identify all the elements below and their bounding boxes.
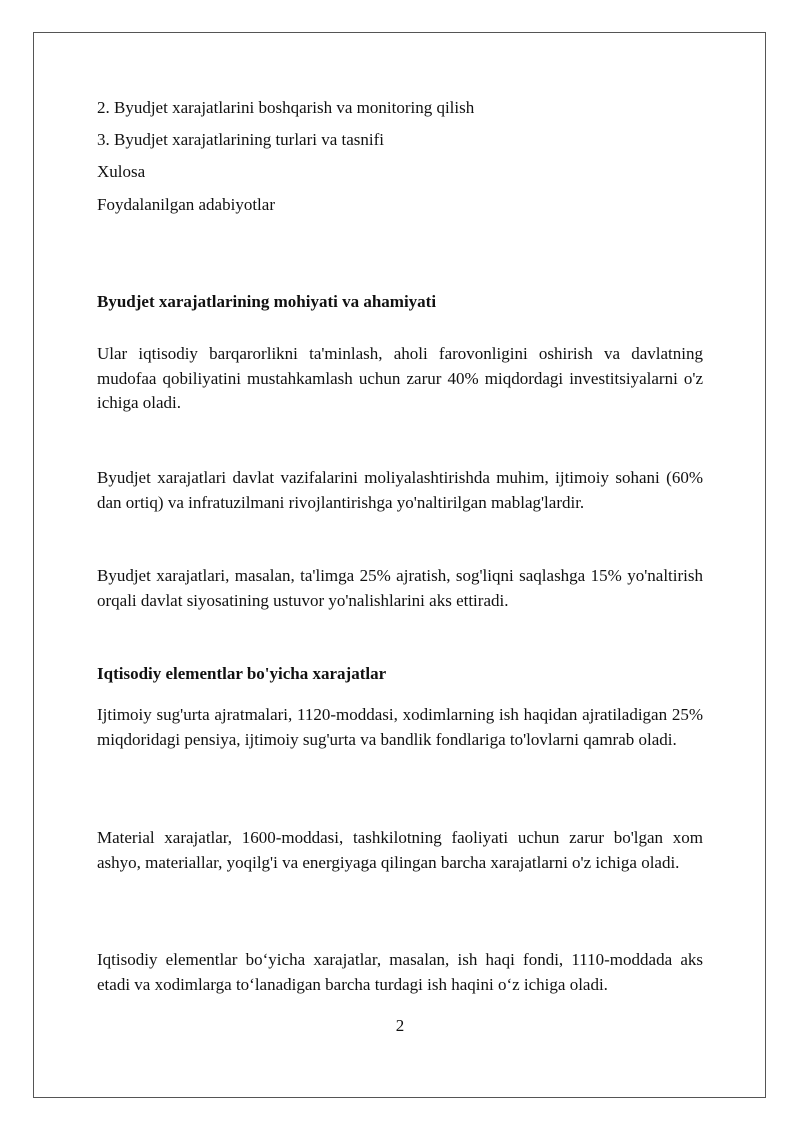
paragraph: Material xarajatlar, 1600-moddasi, tashkilotning faoliyati uchun zarur bo'lgan xom ashyo, materiallar, yoqilg'i va energiyaga qilingan barcha xarajatlarni o'z ichiga oladi.	[97, 828, 703, 872]
section-heading: Byudjet xarajatlarining mohiyati va ahamiyati	[97, 292, 437, 311]
paragraph: Byudjet xarajatlari davlat vazifalarini moliyalashtirishda muhim, ijtimoiy sohani (60% dan ortiq) va infratuzilmani rivojlantirishga yo'naltirilgan mablag'lardir.	[97, 468, 703, 512]
toc-item: Xulosa	[97, 162, 146, 181]
paragraph: Byudjet xarajatlari, masalan, ta'limga 25% ajratish, sog'liqni saqlashga 15% yo'naltirish orqali davlat siyosatining ustuvor yo'nalishlarini aks ettiradi.	[97, 566, 703, 610]
toc-item: 2. Byudjet xarajatlarini boshqarish va monitoring qilish	[97, 98, 475, 117]
section-heading: Iqtisodiy elementlar bo'yicha xarajatlar	[97, 664, 387, 683]
paragraph: Iqtisodiy elementlar bo‘yicha xarajatlar, masalan, ish haqi fondi, 1110-moddada aks etadi va xodimlarga to‘lanadigan barcha turdagi ish haqini o‘z ichiga oladi.	[97, 950, 703, 994]
page-number: 2	[395, 1016, 405, 1035]
paragraph: Ular iqtisodiy barqarorlikni ta'minlash, aholi farovonligini oshirish va davlatning mudofaa qobiliyatini mustahkamlash uchun zarur 40% miqdordagi investitsiyalarni o'z ichiga oladi.	[97, 344, 703, 412]
toc-item: Foydalanilgan adabiyotlar	[97, 195, 275, 214]
paragraph: Ijtimoiy sug'urta ajratmalari, 1120-moddasi, xodimlarning ish haqidan ajratiladigan 25% miqdoridagi pensiya, ijtimoiy sug'urta va bandlik fondlariga to'lovlarni qamrab oladi.	[97, 705, 703, 749]
toc-item: 3. Byudjet xarajatlarining turlari va tasnifi	[97, 130, 385, 149]
